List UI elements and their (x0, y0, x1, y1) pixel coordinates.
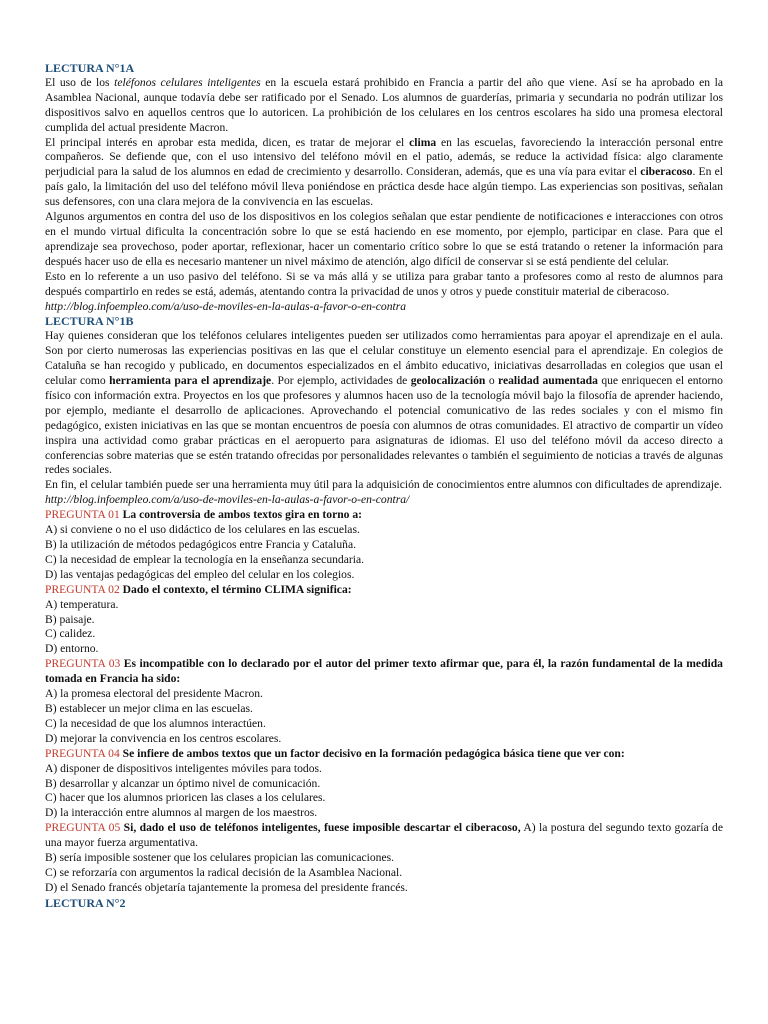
lectura-1a-paragraph-2 (45, 136, 723, 211)
question-text: La controversia de ambos textos gira en torno a: (122, 508, 363, 522)
answer-option: C) la necesidad de emplear la tecnología en la enseñanza secundaria. (45, 552, 364, 566)
question-3 (45, 657, 723, 746)
answer-option: C) la necesidad de que los alumnos interactúen. (45, 716, 266, 730)
text-run: que enriquecen el entorno físico con información extra. Proyectos en los que profesores y alumnos hacen uso de la tecnología móvil bajo la filosofía de aprender haciendo, por ejemplo, mediante el desarrollo de aplicaciones. Aprovechando el potencial comunicativo de las redes sociales y con el mismo fin pedagógico, existen iniciativas en las que se montan encuentros de poesía con alumnos de otras comunidades. El atractivo de compartir un vídeo inspira una actividad como grabar prácticas en el aeropuerto para asignaturas de idiomas. El uso del teléfono móvil da acceso directo a conferencias sobre materias que se estén tratando ofrecidas por personalidades relevantes o también el seguimiento de noticias a través de algunas redes sociales. (45, 374, 723, 477)
question-stem (45, 747, 723, 762)
lectura-1b-heading: LECTURA N°1B (45, 314, 134, 329)
lectura-1a-paragraph-3: Algunos argumentos en contra del uso de los dispositivos en los colegios señalan que estar pendiente de notificaciones e interacciones con otros en el mundo virtual dificulta la concentración sobre lo que se está haciendo en ese momento, por ejemplo, participar en clase. Para que el aprendizaje sea provechoso, poder aportar, reflexionar, hacer un comentario crítico sobre lo que se está tratando o retener la información para después hacer uso de ella es necesario mantener un nivel máximo de atención, algo difícil de conservar si se está pendiente del celular. (45, 210, 723, 268)
question-number: PREGUNTA 03 (45, 657, 121, 671)
bold-term-clima: clima (409, 135, 437, 149)
question-4 (45, 747, 723, 822)
text-run: en la escuela estará prohibido en Francia a partir del año que viene. Así se ha aprobado en la Asamblea Nacional, aunque todavía debe ser ratificado por el Senado. Los alumnos de guarderías, primaria y secundaria no podrán utilizar los dispositivos salvo en aquellos centros que lo autoricen. La prohibición de los celulares en los centros escolares ha sido una promesa electoral cumplida del actual presidente Macron. (45, 75, 723, 134)
question-5 (45, 821, 723, 896)
answer-option: B) establecer un mejor clima en las escuelas. (45, 701, 253, 715)
answer-option: C) calidez. (45, 627, 96, 641)
lectura-1b-source-link[interactable]: http://blog.infoempleo.com/a/uso-de-moviles-en-la-aulas-a-favor-o-en-contra/ (45, 493, 410, 507)
question-2 (45, 583, 723, 658)
answer-option: D) entorno. (45, 642, 99, 656)
answer-option: A) la promesa electoral del presidente Macron. (45, 687, 263, 701)
emphasis-text: teléfonos celulares inteligentes (114, 75, 261, 89)
text-run: Hay quienes consideran que los teléfonos celulares inteligentes pueden ser utilizados como herramientas para apoyar el aprendizaje en el aula. Son por cierto numerosas las experiencias positivas en las que el celular constituye un elemento esencial para el aprendizaje. En colegios de Cataluña se han recogido y publicado, en documentos especializados en el ámbito educativo, iniciativas desarrolladas en colegios que usan el celular como (45, 329, 723, 388)
question-stem (45, 508, 723, 523)
text-run: . En el país galo, la limitación del uso del teléfono móvil lleva poniéndose en práctica desde hace algún tiempo. Las experiencias son positivas, señalan sus defensores, con una clara mejora de la convivencia en las escuelas. (45, 165, 723, 209)
bold-term: geolocalización (410, 374, 486, 388)
question-number: PREGUNTA 04 (45, 746, 120, 760)
lectura-1a-paragraph-4: Esto en lo referente a un uso pasivo del teléfono. Si se va más allá y se utiliza para grabar tanto a profesores como al resto de alumnos para después compartirlo en redes se está, además, atentando contra la privacidad de unos y otros y puede constituir material de ciberacoso. (45, 269, 723, 298)
answer-option: B) desarrollar y alcanzar un óptimo nivel de comunicación. (45, 776, 321, 790)
answer-option: C) se reforzaría con argumentos la radical decisión de la Asamblea Nacional. (45, 865, 403, 879)
text-run: o (485, 374, 499, 388)
answer-option-inline: A) la postura del segundo texto gozaría de una mayor fuerza argumentativa. (45, 821, 723, 850)
text-run: El uso de los (45, 75, 115, 89)
question-number: PREGUNTA 02 (45, 582, 120, 596)
answer-option: A) si conviene o no el uso didáctico de los celulares en las escuelas. (45, 523, 360, 537)
question-stem (45, 821, 723, 851)
answer-option: D) la interacción entre alumnos al margen de los maestros. (45, 806, 318, 820)
lectura-1a-source-link[interactable]: http://blog.infoempleo.com/a/uso-de-moviles-en-la-aulas-a-favor-o-en-contra (45, 299, 407, 313)
lectura-1b-paragraph-1 (45, 329, 723, 478)
question-number: PREGUNTA 01 (45, 508, 120, 522)
lectura-2-heading: LECTURA N°2 (45, 895, 126, 910)
text-run: . Por ejemplo, actividades de (271, 374, 411, 388)
question-text: Si, dado el uso de teléfonos inteligentes, fuese imposible descartar el ciberacoso, (123, 821, 521, 835)
bold-term-ciberacoso: ciberacoso (640, 165, 693, 179)
question-1 (45, 508, 723, 583)
lectura-1a-heading: LECTURA N°1A (45, 61, 135, 75)
question-stem (45, 583, 723, 598)
answer-option: D) las ventajas pedagógicas del empleo del celular en los colegios. (45, 567, 355, 581)
text-run: en las escuelas, favoreciendo la interacción personal entre compañeros. Se defiende que, con el uso intensivo del teléfono móvil en el patio, además, se reduce la actividad física: algo claramente perjudicial para la salud de los alumnos en edad de crecimiento y desarrollo. Consideran, además, que es una vía para evitar el (45, 135, 724, 179)
answer-option: B) sería imposible sostener que los celulares propician las comunicaciones. (45, 851, 394, 865)
answer-option: B) la utilización de métodos pedagógicos entre Francia y Cataluña. (45, 538, 356, 551)
answer-option: A) disponer de dispositivos inteligentes móviles para todos. (45, 761, 322, 775)
answer-option: A) temperatura. (45, 597, 119, 611)
answer-option: D) el Senado francés objetaría tajantemente la promesa del presidente francés. (45, 880, 408, 894)
question-text: Se infiere de ambos textos que un factor decisivo en la formación pedagógica básica tiene que ver con: (122, 746, 625, 760)
question-number: PREGUNTA 05 (45, 821, 121, 835)
lectura-1a-paragraph-1 (45, 76, 723, 136)
answer-option: B) paisaje. (45, 612, 95, 626)
lectura-1b-paragraph-2: En fin, el celular también puede ser una herramienta muy útil para la adquisición de conocimientos entre alumnos con dificultades de aprendizaje. (45, 478, 723, 492)
question-stem (45, 657, 723, 687)
answer-option: C) hacer que los alumnos prioricen las clases a los celulares. (45, 791, 326, 805)
bold-term: herramienta para el aprendizaje (109, 374, 272, 388)
question-text: Dado el contexto, el término CLIMA significa: (122, 582, 352, 596)
text-run: El principal interés en aprobar esta medida, dicen, es tratar de mejorar el (45, 135, 410, 149)
answer-option: D) mejorar la convivencia en los centros escolares. (45, 731, 282, 745)
question-text: Es incompatible con lo declarado por el autor del primer texto afirmar que, para él, la razón fundamental de la medida tomada en Francia ha sido: (45, 657, 723, 686)
bold-term: realidad aumentada (498, 374, 598, 388)
